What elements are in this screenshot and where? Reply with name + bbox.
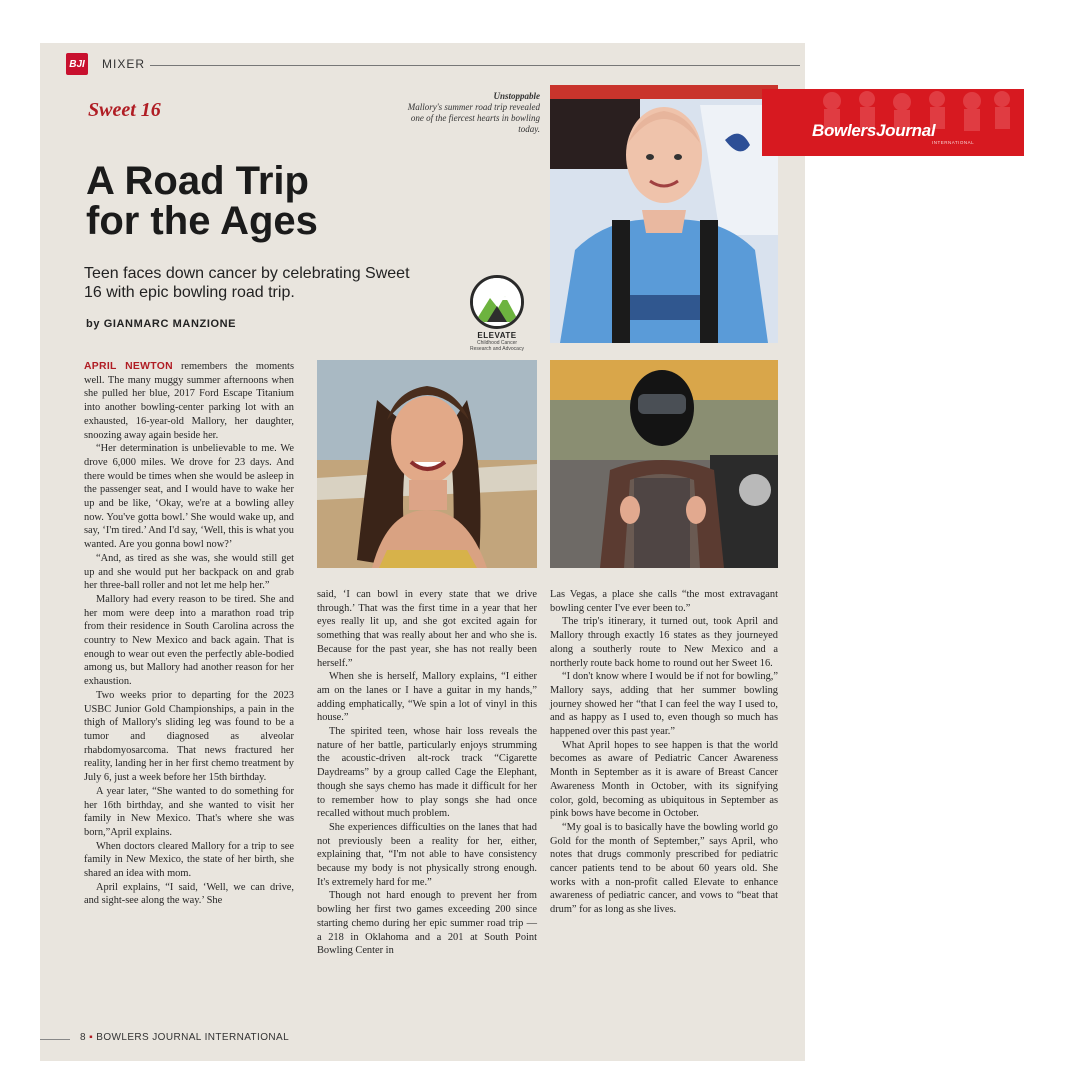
paragraph: “And, as tired as she was, she would still get up and she would put her backpack on and grab her three-ball roller and not let me help her.” bbox=[84, 552, 294, 592]
paragraph: When she is herself, Mallory explains, “I either am on the lanes or I have a guitar in my hands,” adding emphatically, “We spin a lot of vinyl in this house.” bbox=[317, 671, 537, 724]
page-footer bbox=[40, 1028, 805, 1053]
paragraph-text: remembers the moments well. The many muggy summer afternoons when she pulled her blue, 2017 Ford Escape Titanium into another bowling-center parking lot with an exhausted, 16-year-old Mallory, her daughter, snoozing away again beside her. bbox=[84, 361, 294, 441]
bowlers-journal-logo: BowlersJournal bbox=[812, 121, 936, 140]
paragraph: What April hopes to see happen is that the world becomes as aware of Pediatric Cancer Awareness Month in September as it is aware of Breast Cancer Awareness Month in October, with its signifying color, gold, becoming as ubiquitous in September as pink bows have become in October. bbox=[550, 739, 778, 820]
elevate-name: ELEVATE bbox=[477, 331, 517, 340]
caption-title: Unstoppable bbox=[493, 91, 540, 101]
paragraph: The spirited teen, whose hair loss reveals the nature of her battle, particularly enjoys strumming the acoustic-driven alt-rock track “Cigarette Daydreams” by a group called Cage the Elephant, though she says chemo has made it difficult for her to remember how to play songs she had once recalled without much problem. bbox=[317, 726, 537, 820]
header-rule bbox=[150, 65, 800, 66]
photo-mallory-portrait bbox=[550, 85, 778, 343]
paragraph: When doctors cleared Mallory for a trip to see family in New Mexico, the state of her birth, she shared an idea with mom. bbox=[84, 840, 294, 880]
footer-text bbox=[80, 1032, 289, 1043]
paragraph: The trip's itinerary, it turned out, took April and Mallory through exactly 16 states as they journeyed along a southerly route to New Mexico and a northerly route back home to round out her Sweet 16. bbox=[550, 616, 778, 669]
section-label: MIXER bbox=[102, 57, 146, 71]
article-column-2 bbox=[317, 588, 537, 958]
paragraph: “I don't know where I would be if not for bowling,” Mallory says, adding that her summer bowling journey showed her “that I can feel the way I used to, and as happy as I used to, even though so much has happened over this past year.” bbox=[550, 671, 778, 738]
paragraph: Mallory had every reason to be tired. She and her mom were deep into a marathon road trip from their residence in South Carolina across the country to New Mexico and back again. That is enough to wear out even the perfectly able-bodied among us, but Mallory had another reason for her exhaustion. bbox=[84, 593, 294, 688]
article-kicker: Sweet 16 bbox=[88, 99, 161, 121]
paragraph: Las Vegas, a place she calls “the most extravagant bowling center I've ever been to.” bbox=[550, 589, 778, 614]
article-column-3 bbox=[550, 588, 778, 917]
title-line-1: A Road Trip bbox=[86, 159, 309, 203]
photo-mallory-beach bbox=[317, 360, 537, 568]
photo-caption bbox=[400, 91, 540, 135]
caption-text: Mallory's summer road trip revealed one of the fiercest hearts in bowling today. bbox=[407, 102, 540, 134]
paragraph: “My goal is to basically have the bowling world go Gold for the month of September,” says April, who notes that drugs commonly prescribed for pediatric cancer patients tend to be about 60 years old. She works with a non-profit called Elevate to enhance awareness of pediatric cancer, and vows to “beat that drum” for as long as she lives. bbox=[550, 821, 778, 916]
paragraph: “Her determination is unbelievable to me. We drove 6,000 miles. We drove for 23 days. And there would be times when she would be asleep in the passenger seat, and I would have to wake her up and be like, ‘Okay, we're at a bowling alley now. You've gotta bowl.’ She would wake up, and say, ‘I'm tired.’ And I'd say, ‘Well, this is what you wanted. Are you gonna bowl now?’ bbox=[84, 443, 294, 551]
page-header bbox=[40, 43, 805, 83]
bji-logo: BJI bbox=[66, 53, 88, 75]
article-title bbox=[86, 161, 466, 241]
paragraph: Though not hard enough to prevent her from bowling her first two games exceeding 200 since starting chemo during her epic summer road trip — a 218 in Oklahoma and a 201 at South Point Bowling Center in bbox=[317, 890, 537, 957]
title-line-2: for the Ages bbox=[86, 199, 318, 243]
photo-mallory-motorcycle bbox=[550, 360, 778, 568]
paragraph: She experiences difficulties on the lanes that had not previously been a reality for her, either, explaining that, “I'm not able to have consistency because my body is not physically strong enough. It's extremely hard for me.” bbox=[317, 821, 537, 888]
elevate-logo bbox=[467, 275, 527, 352]
bowlers-journal-banner bbox=[762, 89, 1024, 156]
bullet-icon: ▪ bbox=[89, 1032, 94, 1043]
publication-name: BOWLERS JOURNAL INTERNATIONAL bbox=[96, 1032, 290, 1043]
footer-rule bbox=[40, 1039, 70, 1040]
paragraph: Two weeks prior to departing for the 2023 USBC Junior Gold Championships, a pain in the thigh of Mallory's sliding leg was found to be a tumor and diagnosed as alveolar rhabdomyosarcoma. That news fractured her reality, landing her in her first chemo treatment by July 6, just a week before her 15th birthday. bbox=[84, 689, 294, 784]
paragraph: A year later, “She wanted to do something for her 16th birthday, and she wanted to visit her family in New Mexico. That's where she was born,”April explains. bbox=[84, 785, 294, 838]
magazine-page bbox=[40, 43, 805, 1061]
lead-in: APRIL NEWTON bbox=[84, 361, 173, 372]
mountain-icon bbox=[470, 275, 524, 329]
paragraph: April explains, “I said, ‘Well, we can drive, and sight-see along the way.’ She bbox=[84, 881, 294, 907]
paragraph: said, ‘I can bowl in every state that we drive through.’ That was the first time in a year that her eyes really lit up, and she got excited again for something that was really about her and who she is. Because for the past year, she has not really been herself.” bbox=[317, 589, 537, 669]
elevate-subtitle: Childhood Cancer Research and Advocacy bbox=[470, 340, 524, 352]
paragraph bbox=[84, 360, 294, 442]
article-byline: by GIANMARC MANZIONE bbox=[86, 318, 237, 330]
article-dek: Teen faces down cancer by celebrating Sweet 16 with epic bowling road trip. bbox=[84, 265, 410, 301]
article-column-1 bbox=[84, 360, 294, 908]
page-number: 8 bbox=[80, 1032, 86, 1043]
bowlers-journal-sub: INTERNATIONAL bbox=[932, 140, 975, 145]
